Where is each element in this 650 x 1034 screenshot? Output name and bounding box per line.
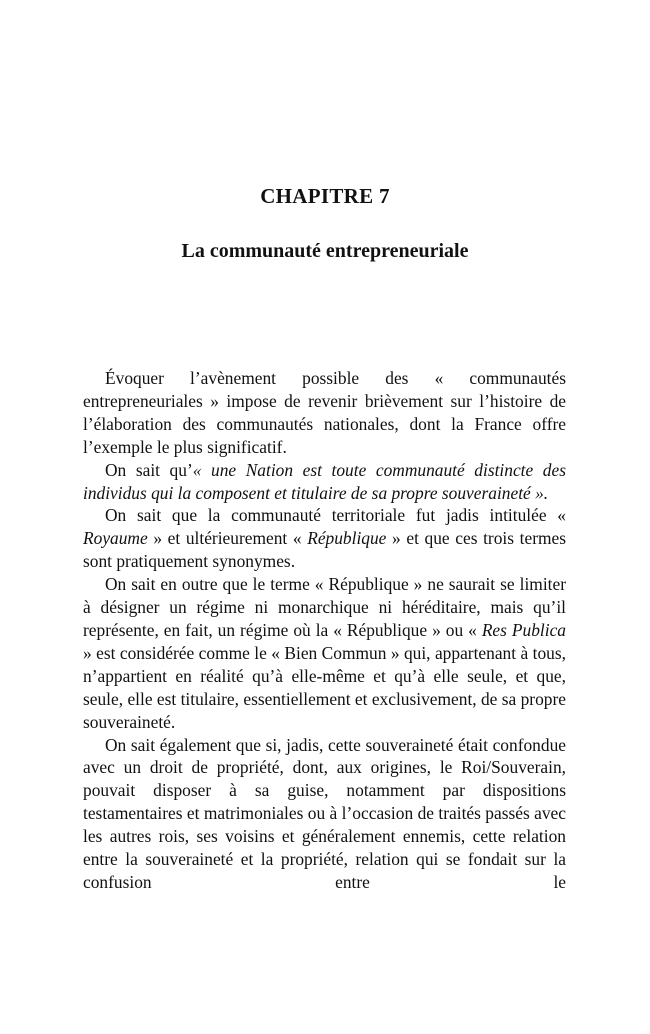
paragraph-4-part-b: » est considérée comme le « Bien Commun » qui, appartenant à tous, n’appartient en réalité qu’à elle-même et qu’à elle seule, et que, seule, elle est titulaire, essentiellement et exclusivement, de sa propre souveraineté. xyxy=(83,642,566,732)
term-res-publica: Res Publica xyxy=(481,619,566,640)
paragraph-5: On sait également que si, jadis, cette souveraineté était confondue avec un droit de propriété, dont, aux origines, le Roi/Souverain, pouvait disposer à sa guise, notamment par dispositions testamentaires et matrimoniales ou à l’occasion de traités passés avec les autres rois, ses voisins et généralement ennemis, cette relation entre la souveraineté et la propriété, relation qui se fondait sur la confusion entre le xyxy=(83,734,566,892)
paragraph-3-part-c: » et que ces trois termes sont pratiquement synonymes. xyxy=(83,528,567,572)
paragraph-2-lead: On sait qu’ xyxy=(105,459,193,480)
nation-definition-quote: « une Nation est toute communauté distincte des individus qui la composent et titulaire de sa propre souveraineté ». xyxy=(83,459,566,503)
paragraph-1: Évoquer l’avènement possible des « communautés entrepreneuriales » impose de revenir brièvement sur l’histoire de l’élaboration des communautés nationales, dont la France offre l’exemple le plus significatif. xyxy=(83,368,566,457)
chapter-number: CHAPITRE 7 xyxy=(260,184,390,208)
term-royaume: Royaume xyxy=(83,528,148,549)
paragraph-4 xyxy=(83,573,566,733)
paragraph-2 xyxy=(83,459,566,505)
chapter-title: La communauté entrepreneuriale xyxy=(181,240,469,262)
paragraph-3-part-b: » et ultérieurement « xyxy=(147,528,308,549)
paragraph-4-part-a: On sait en outre que le terme « République » ne saurait se limiter à désigner un régime ni monarchique ni héréditaire, mais qu’il représente, en fait, un régime où la « République » ou « xyxy=(83,574,566,640)
paragraph-3 xyxy=(83,504,566,573)
paragraph-3-part-a: On sait que la communauté territoriale fut jadis intitulée « xyxy=(105,505,566,526)
chapter-body xyxy=(83,367,566,894)
term-republique: République xyxy=(307,528,387,549)
